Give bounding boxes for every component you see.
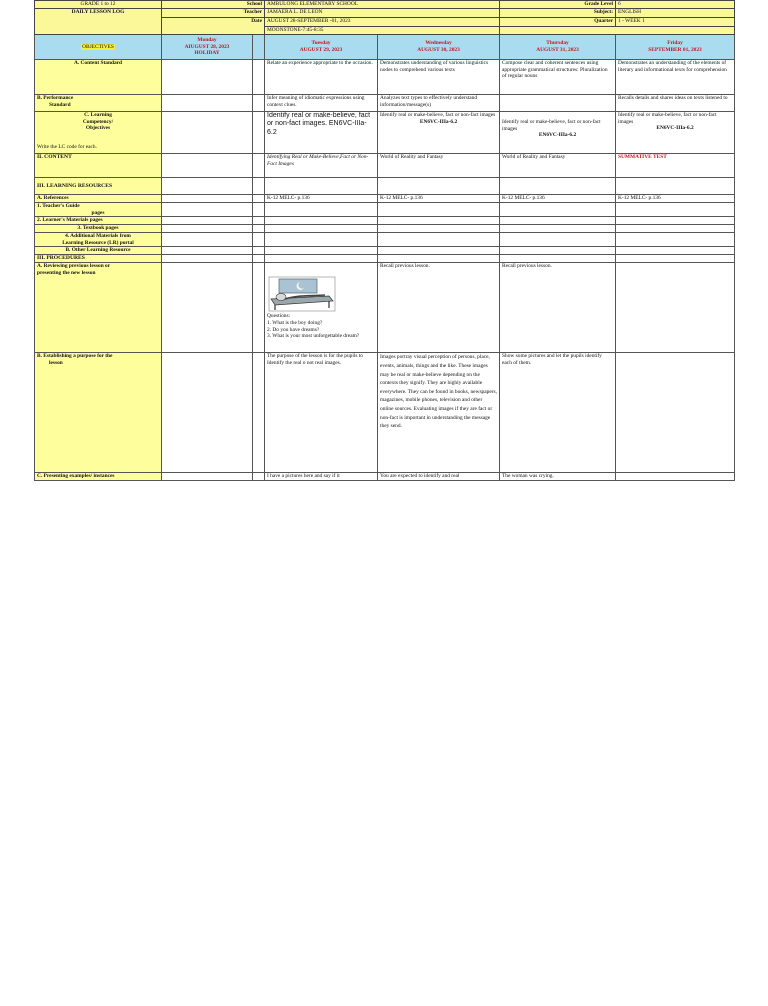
procedures-label: III. PROCEDURES <box>35 255 162 263</box>
grade-level-label: Grade Level <box>500 1 616 9</box>
purpose-tue: The purpose of the lesson is for the pupils to Identify the real o not real images. <box>265 353 378 473</box>
school-name: AMBULONG ELEMENTARY SCHOOL <box>265 1 500 9</box>
reviewing-wed: Recall previous lesson. <box>378 263 500 353</box>
section-time: MOONSTONE-7:45-8:35 <box>265 27 500 35</box>
teacher-name: JAMAERA L. DE LEON <box>265 9 500 18</box>
grade-level: 6 <box>616 1 735 9</box>
quarter: 1 - WEEK 1 <box>616 18 735 27</box>
subject-label: Subject: <box>500 9 616 18</box>
reviewing-thu: Recall previous lesson. <box>500 263 616 353</box>
day-thursday: Thursday AUGUST 31, 2023 <box>500 35 616 60</box>
content-label: II. CONTENT <box>35 154 162 178</box>
date: AUGUST 28-SEPTEMBER -01, 2023 <box>265 18 500 27</box>
performance-standard-fri: Recalls details and shares ideas on texts listened to <box>616 95 735 112</box>
references-fri: K-12 MELC- p.136 <box>616 195 735 203</box>
sleeping-boy-image <box>267 275 337 313</box>
daily-lesson-log-sheet <box>34 0 734 481</box>
date-label: Date <box>162 18 265 35</box>
performance-standard-tue: Infer meaning of idiomatic expressions using context clues. <box>265 95 378 112</box>
performance-standard-wed: Analyzes text types to effectively understand information/message(s) <box>378 95 500 112</box>
content-tue: Identifying Real or Make-Believe,Fact or Non-Fact Images <box>265 154 378 178</box>
learning-competency-fri: Identify real or make-believe, fact or non-fact images EN6VC-IIIa-6.2 <box>616 112 735 154</box>
reviewing-label: A. Reviewing previous lesson or presenting the new lesson <box>35 263 162 353</box>
content-standard-label: A. Content Standard <box>35 60 162 95</box>
learning-competency-tue: Identify real or make-believe, fact or non-fact images. EN6VC-IIIa-6.2 <box>265 112 378 154</box>
learning-competency-thu: Identify real or make-believe, fact or non-fact images EN6VC-IIIa-6.2 <box>500 112 616 154</box>
quarter-label: Quarter <box>500 18 616 27</box>
school-label: School <box>162 1 265 9</box>
learning-competency-label: C. Learning Competency/ Objectives Write the LC code for each. <box>35 112 162 154</box>
presenting-thu: The woman was crying. <box>500 473 616 481</box>
teachers-guide-label: 1. Teacher's Guide pages <box>35 203 162 217</box>
day-friday: Friday SEPTEMBER 01, 2023 <box>616 35 735 60</box>
content-standard-wed: Demonstrates understanding of various linguistics nodes to comprehend various texts <box>378 60 500 95</box>
grade-range: GRADE 1 to 12 <box>35 1 162 9</box>
content-thu: World of Reality and Fantasy <box>500 154 616 178</box>
presenting-tue: I have a pictures here and say if it <box>265 473 378 481</box>
day-wednesday: Wednesday AUGUST 30, 2023 <box>378 35 500 60</box>
content-fri: SUMMATIVE TEST <box>616 154 735 178</box>
daily-lesson-log-title: DAILY LESSON LOG <box>71 9 125 15</box>
reviewing-tue: Questions: 1. What is the boy doing? 2. Do you have dreams? 3. What is your most unforgettable dream? <box>265 263 378 353</box>
content-standard-tue: Relate an experience appropriate to the occasion. <box>265 60 378 95</box>
content-standard-thu: Compose clear and coherent sentences using appropriate grammatical structures: Pluralization of regular nouns <box>500 60 616 95</box>
learning-resources-label: III. LEARNING RESOURCES <box>35 178 162 195</box>
objectives-label: OBJECTIVES <box>82 43 114 50</box>
textbook-label: 3. Textbook pages <box>35 225 162 233</box>
log-title <box>35 9 162 35</box>
presenting-wed: You are expected to identify and real <box>378 473 500 481</box>
content-wed: World of Reality and Fantasy <box>378 154 500 178</box>
content-standard-fri: Demonstrates an understanding of the elements of literary and informational texts for comprehension <box>616 60 735 95</box>
references-wed: K-12 MELC- p.136 <box>378 195 500 203</box>
subject: ENGLISH <box>616 9 735 18</box>
other-resources-label: B. Other Learning Resource <box>35 247 162 255</box>
references-thu: K-12 MELC- p.136 <box>500 195 616 203</box>
additional-materials-label: 4. Additional Materials from Learning Resource (LR) portal <box>35 233 162 247</box>
purpose-label: B. Establishing a purpose for the lesson <box>35 353 162 473</box>
performance-standard-label: B. Performance Standard <box>35 95 162 112</box>
references-tue: K-12 MELC- p.136 <box>265 195 378 203</box>
presenting-label: C. Presenting examples/ instances <box>35 473 162 481</box>
day-tuesday: Tuesday AUGUST 29, 2023 <box>265 35 378 60</box>
day-monday: Monday AIUGUST 28, 2023 HOLIDAY <box>162 35 253 60</box>
learners-materials-label: 2. Learner's Materials pages <box>35 217 162 225</box>
purpose-thu: Show some pictures and let the pupils identify each of them. <box>500 353 616 473</box>
references-label: A. References <box>35 195 162 203</box>
learning-competency-wed: Identify real or make-believe, fact or non-fact images EN6VC-IIIa-6.2 <box>378 112 500 154</box>
lesson-log-table <box>34 0 735 481</box>
teacher-label: Teacher <box>162 9 265 18</box>
purpose-wed: Images portray visual perception of persons, place, events, animals, things and the like. These images may be real or make-believe depending on the contexts they signify. They are highly available everywhere. They can be found in books, newspapers, magazines, mobile phones, television and other online sources. Evaluating images if they are fact or non-fact is important in understanding the message they send. <box>378 353 500 473</box>
